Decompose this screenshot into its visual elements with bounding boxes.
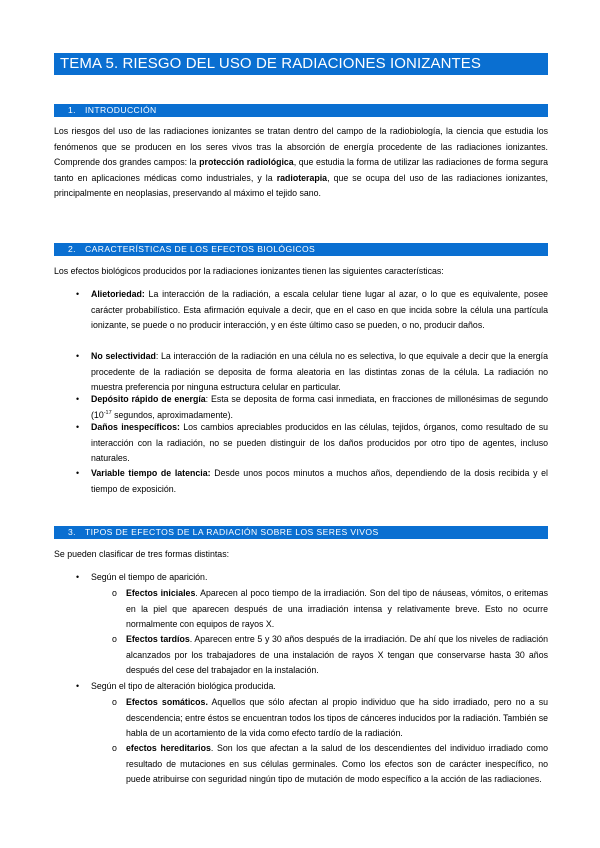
bullet-icon: • [76,351,80,361]
item-term: efectos hereditarios [126,743,211,753]
item-text: : La interacción de la radiación en una célula no es selectiva, lo que equivale a decir que la energía procedente de la radiación se deposita de forma aleatoria en las distintas zonas de la célula. La radiación no muestra preferencia por ninguna estructura celular en particular. [91,351,548,393]
list-item [54,695,548,742]
section-number: 3. [68,527,76,537]
intro-bold-2: radioterapia [276,172,328,183]
item-text: Aquellos que sólo afectan al propio individuo que ha sido irradiado, pero no a su descendencia; entre éstos se encuentran todos los tipos de cánceres inducidos por la radiación. También se habla de un acortamiento de la vida como efecto tardío de la radiación. [126,697,548,739]
item-term: Efectos iniciales [126,588,196,598]
item-term: Daños inespecíficos: [91,422,180,432]
section-label: TIPOS DE EFECTOS DE LA RADIACIÓN SOBRE LOS SERES VIVOS [85,527,379,537]
item-text: : Esta se deposita de forma casi inmediata, en fracciones de millonésimas de segundo (10 [91,394,548,420]
list-item [54,586,548,633]
intro-text-2: , que estudia la forma de utilizar las radiaciones de forma segura tanto en aplicaciones médicas como industriales, y la [54,157,548,183]
item-term: Efectos somáticos. [126,697,208,707]
list-item [54,349,548,396]
list-item [54,392,548,423]
intro-text-3: , que se ocupa del uso de las radiaciones ionizantes, principalmente en neoplasias, preservando al máximo el tejido sano. [54,172,548,199]
section-heading-caracteristicas [54,243,548,256]
item-text: La interacción de la radiación, a escala celular tiene lugar al azar, o lo que es equivalente, posee carácter probabilístico. Esta afirmación equivale a decir, que en el caso en que incida sobre la célula una partícula ionizante, se puede o no producir interacción, y en éste último caso se pueden, o no, producir daños. [91,289,548,331]
section-label: CARACTERÍSTICAS DE LOS EFECTOS BIOLÓGICOS [85,244,316,254]
group-label: Según el tipo de alteración biológica producida. [91,681,276,691]
item-term: Variable tiempo de latencia: [91,468,211,478]
list-item [54,420,548,467]
item-text: Desde unos pocos minutos a muchos años, dependiendo de la dosis recibida y el tiempo de exposición. [91,468,548,494]
circle-bullet-icon: o [112,697,117,707]
section-number: 2. [68,244,76,254]
section-heading-tipos [54,526,548,539]
item-text-2: segundos, aproximadamente). [111,409,233,420]
characteristics-lead: Los efectos biológicos producidos por la radiaciones ionizantes tienen las siguientes características: [54,266,444,276]
group-label: Según el tiempo de aparición. [91,572,208,582]
list-item [54,287,548,334]
circle-bullet-icon: o [112,743,117,753]
list-item [54,741,548,788]
section-heading-introduccion [54,104,548,117]
circle-bullet-icon: o [112,634,117,644]
bullet-icon: • [76,394,80,404]
intro-text-1: Los riesgos del uso de las radiaciones ionizantes se tratan dentro del campo de la radiobiología, la ciencia que estudia los fenómenos que se producen en los seres vivos tras la absorción de energía procedente de las radiaciones ionizantes. Comprende dos grandes campos: la [54,126,548,168]
intro-paragraph [54,124,548,202]
item-term: Efectos tardíos [126,634,190,644]
item-term: Depósito rápido de energía [91,394,206,404]
item-term: Alietoriedad: [91,289,145,299]
exponent: -17 [103,409,112,416]
circle-bullet-icon: o [112,588,117,598]
types-lead: Se pueden clasificar de tres formas distintas: [54,549,230,559]
bullet-icon: • [76,572,80,582]
item-text: . Aparecen entre 5 y 30 años después de la irradiación. De ahí que los niveles de radiación alcanzados por los trabajadores de una instalación de rayos X tengan que conservarse hasta 30 años después del cese del trabajador en la instalación. [126,634,548,676]
item-term: No selectividad [91,351,156,361]
item-text: . Aparecen al poco tiempo de la irradiación. Son del tipo de náuseas, vómitos, o eritemas en la piel que aparecen después de una irradiación intensa y relativamente breve. Esto no ocurre normalmente con equipos de rayos X. [126,588,548,630]
intro-bold-1: protección radiológica [199,157,294,168]
bullet-icon: • [76,422,80,432]
bullet-icon: • [76,681,80,691]
list-item [54,466,548,497]
item-text: Los cambios apreciables producidos en las células, tejidos, órganos, como resultado de su interacción con la radiación, no se pueden distinguir de los daños producidos por otro tipo de agentes, incluso naturales. [91,422,548,464]
bullet-icon: • [76,289,80,299]
document-title: TEMA 5. RIESGO DEL USO DE RADIACIONES IONIZANTES [54,53,548,75]
section-number: 1. [68,105,76,115]
item-text: . Son los que afectan a la salud de los descendientes del individuo irradiado como resultado de mutaciones en sus células germinales. Como los efectos son de carácter inespecífico, no puede atribuirse con seguridad ningún tipo de mutación de modo específico a la acción de las radiaciones. [126,743,548,785]
group-heading [54,570,548,586]
bullet-icon: • [76,468,80,478]
section-label: INTRODUCCIÓN [85,105,157,115]
list-item [54,632,548,679]
group-heading [54,679,548,695]
